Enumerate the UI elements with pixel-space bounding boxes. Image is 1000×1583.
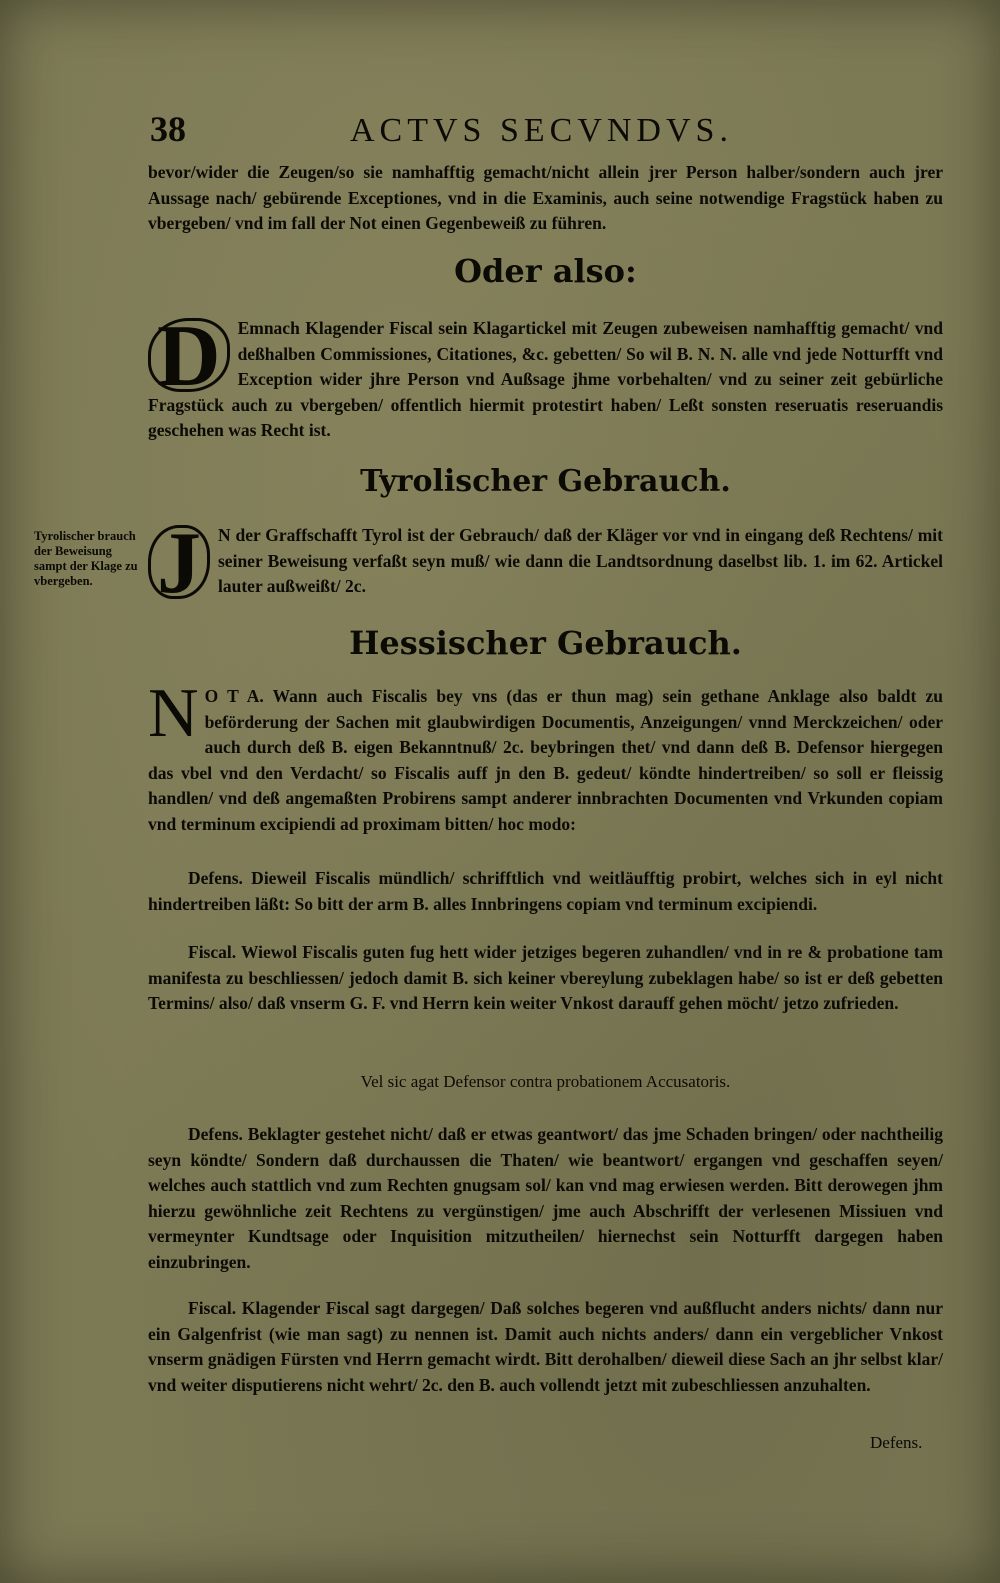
margin-note: Tyrolischer brauch der Beweisung sampt der Klage zu vbergeben. xyxy=(34,529,138,588)
heading-tyrol: Tyrolischer Gebrauch. xyxy=(360,464,731,499)
paragraph-demnach-text: Emnach Klagender Fiscal sein Klagartickel mit Zeugen zubeweisen namhafftig gemacht/ vnd deßhalben Commissiones, Citationes, &c. gebetten/ So wil B. N. N. alle vnd jede Notturfft vnd Exception wider jhre Person vnd Außsage jhme vorbehalten/ vnd zu seiner zeit gebürliche Fragstück auch zu vbergeben/ offentlich hiermit protestirt haben/ Leßt sonsten reseruatis reseruandis geschehen was Recht ist. xyxy=(148,318,943,440)
running-head: ACTVS SECVNDVS. xyxy=(350,112,733,149)
paragraph-fiscal-2: Fiscal. Klagender Fiscal sagt dargegen/ Daß solches begeren vnd außflucht anders nichts/ dann nur ein Galgenfrist (wie man sagt) zu nennen ist. Damit auch nichts anders/ dann ein vergeblicher Vnkost vnserm gnädigen Fürsten vnd Herrn gemacht wirdt. Bitt derohalben/ dieweil diese Sach an jhr selbst klar/ vnd weiter disputierens nicht wehrt/ 2c. den B. auch vollendt jetzt mit zubeschliessen anzuhalten. xyxy=(148,1298,943,1395)
paragraph-nota-text: O T A. Wann auch Fiscalis bey vns (das er thun mag) sein gethane Anklage also baldt zu beförderung der Sachen mit glaubwirdigen Documentis, Anzeigungen/ vnnd Merckzeichen/ oder auch durch deß B. eigen Bekanntnuß/ 2c. beybringen thet/ vnd dann deß B. Defensor hiergegen das vbel vnd den Verdacht/ so Fiscalis auff jn den B. gedeut/ köndte hindertreiben/ so soll er fleissig handlen/ vnd deß angemaßten Probirens sampt anderer innbrachten Documenten vnd Vrkunden copiam vnd terminum excipiendi ad proximam bitten/ hoc modo: xyxy=(148,686,943,834)
catchword: Defens. xyxy=(870,1433,923,1452)
drop-cap-d: D xyxy=(148,318,230,392)
paragraph-tyrol xyxy=(148,515,943,612)
paragraph-fiscal-1: Fiscal. Wiewol Fiscalis guten fug hett wider jetziges begeren zuhandlen/ vnd in re & probatione tam manifesta zu beschliessen/ jedoch damit B. sich keiner vbereylung zubeklagen habe/ so ist er deß gebetten Termins/ also/ daß vnserm G. F. vnd Herrn kein weiter Vnkost darauff gehen möcht/ jetzo zufrieden. xyxy=(148,942,943,1013)
page-header xyxy=(150,108,940,154)
intro-paragraph: bevor/wider die Zeugen/so sie namhafftig gemacht/nicht allein jrer Person halber/sondern auch jrer Aussage nach/ gebürende Exceptiones, vnd in die Examinis, auch seine notwendige Fragstück haben zu vbergeben/ vnd im fall der Not einen Gegenbeweiß zu führen. xyxy=(148,162,943,233)
paragraph-tyrol-text: N der Graffschafft Tyrol ist der Gebrauch/ daß der Kläger vor vnd in eingang deß Rechtens/ mit seiner Beweisung verfaßt seyn muß/ wie dann die Landtsordnung daselbst lib. 1. im 62. Artickel lauter außweißt/ 2c. xyxy=(218,525,943,596)
drop-cap-j: J xyxy=(148,525,210,599)
paragraph-demnach xyxy=(148,308,943,444)
paragraph-defens-1: Defens. Dieweil Fiscalis mündlich/ schrifftlich vnd weitläufftig probirt, welches sich in eyl nicht hindertreiben läßt: So bitt der arm B. alles Innbringens copiam vnd terminum excipiendi. xyxy=(148,868,943,914)
center-line: Vel sic agat Defensor contra probationem Accusatoris. xyxy=(360,1072,731,1091)
drop-cap-n: N xyxy=(148,675,199,752)
heading-oder-also: Oder also: xyxy=(454,252,637,290)
paragraph-nota xyxy=(148,675,943,837)
paragraph-defens-2: Defens. Beklagter gestehet nicht/ daß er etwas geantwort/ das jme Schaden bringen/ oder nachtheilig seyn köndte/ Sondern daß durchaussen die Thaten/ wie beantwort/ ergangen vnd geschaffen seyen/ welches auch stattlich vnd zum Rechten gnugsam sol/ kan vnd mag erwiesen werden. Bitt derowegen jhm hierzu gewöhnliche zeit Rechtens zu vergünstigen/ jme auch Abschrifft der verlesenen Missiuen vnd vermeynter Kundtsage oder Inquisition mitzutheilen/ hiernechst sein Notturfft dargegen haben einzubringen. xyxy=(148,1124,943,1272)
heading-hessen: Hessischer Gebrauch. xyxy=(349,624,742,662)
page-number: 38 xyxy=(150,109,186,149)
